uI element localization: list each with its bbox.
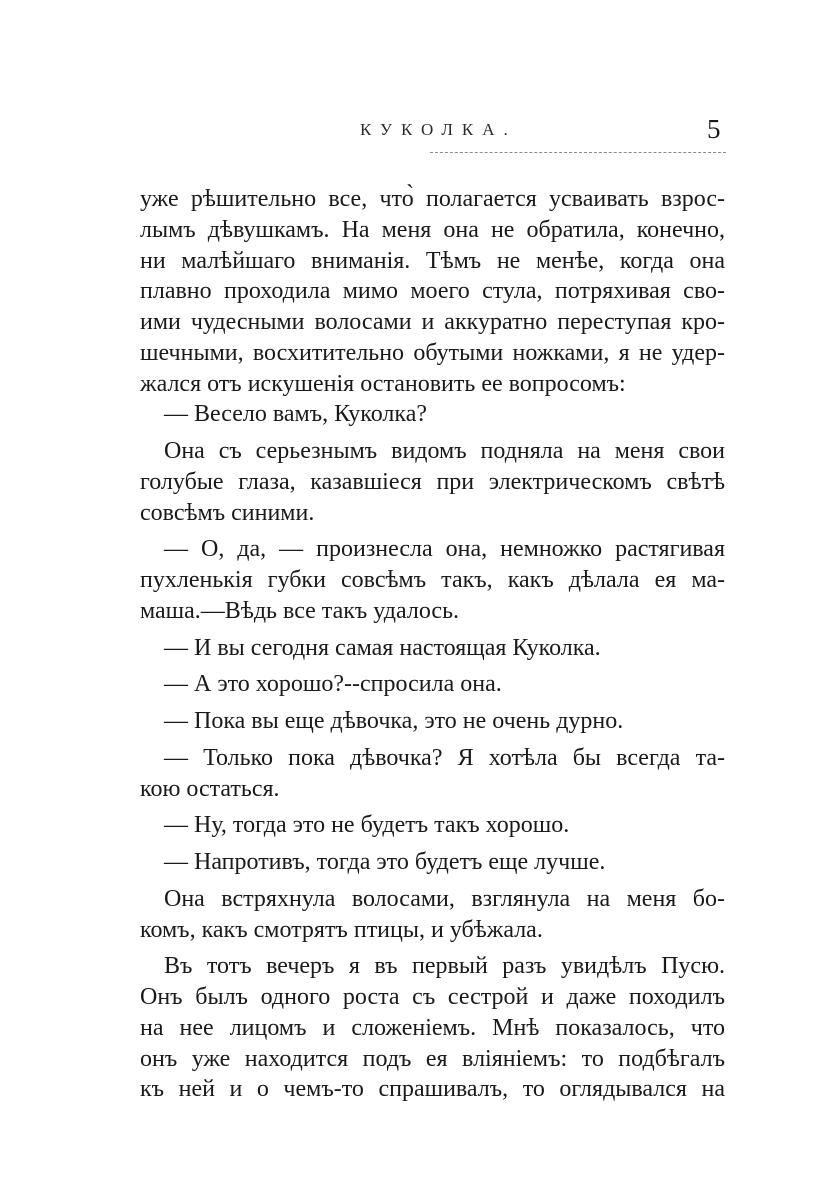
text-line: — О, да, — произнесла она, немножко растягивая — [164, 536, 725, 563]
text-line: лымъ дѣвушкамъ. На меня она не обратила, конечно, — [140, 216, 725, 243]
text-line: на нее лицомъ и сложеніемъ. Мнѣ показалось, что — [140, 1014, 725, 1041]
text-line: пухленькія губки совсѣмъ такъ, какъ дѣлала ея ма- — [140, 567, 725, 593]
text-line: шечными, восхитительно обутыми ножками, я не удер- — [140, 339, 725, 366]
text-line: плавно проходила мимо моего стула, потряхивая сво- — [140, 278, 725, 305]
text-line: ими чудесными волосами и аккуратно переступая кро- — [140, 309, 725, 335]
page-number: 5 — [707, 114, 721, 144]
text-line: — Весело вамъ, Куколка? — [164, 401, 428, 428]
text-line: ни малѣйшаго вниманія. Тѣмъ не менѣе, когда она — [140, 247, 725, 274]
text-line: къ ней и о чемъ-то спрашивалъ, то оглядывался на — [140, 1076, 725, 1103]
text-line: — Пока вы еще дѣвочка, это не очень дурно. — [164, 708, 624, 734]
text-line: — Ну, тогда это не будетъ такъ хорошо. — [164, 812, 570, 839]
text-line: уже рѣшительно все, что̀ полагается усваивать взрос- — [140, 186, 725, 212]
text-line: жался отъ искушенія остановить ее вопросомъ: — [140, 370, 626, 397]
text-line: совсѣмъ синими. — [140, 499, 315, 526]
text-line: Въ тотъ вечеръ я въ первый разъ увидѣлъ Пусю. — [164, 953, 725, 980]
text-line: маша.—Вѣдь все такъ удалось. — [140, 597, 460, 624]
running-title: КУКОЛКА. — [360, 120, 517, 139]
text-line: комъ, какъ смотрятъ птицы, и убѣжала. — [140, 916, 543, 943]
header-rule — [430, 152, 726, 153]
text-line: кою остаться. — [140, 775, 280, 802]
running-header — [0, 114, 840, 158]
text-line: Онъ былъ одного роста съ сестрой и даже походилъ — [140, 984, 725, 1010]
text-line: Она встряхнула волосами, взглянула на меня бо- — [164, 885, 725, 912]
body-text — [140, 184, 725, 1105]
text-line: голубые глаза, казавшіеся при электрическомъ свѣтѣ — [140, 468, 725, 495]
text-line: — Только пока дѣвочка? Я хотѣла бы всегда та- — [164, 744, 725, 771]
text-line: Она съ серьезнымъ видомъ подняла на меня свои — [164, 438, 725, 464]
text-line: — И вы сегодня самая настоящая Куколка. — [164, 634, 601, 661]
text-line: — Напротивъ, тогда это будетъ еще лучше. — [164, 849, 606, 875]
text-line: — А это хорошо?--спросила она. — [164, 671, 502, 698]
text-line: онъ уже находится подъ ея вліяніемъ: то подбѣгалъ — [140, 1045, 725, 1072]
